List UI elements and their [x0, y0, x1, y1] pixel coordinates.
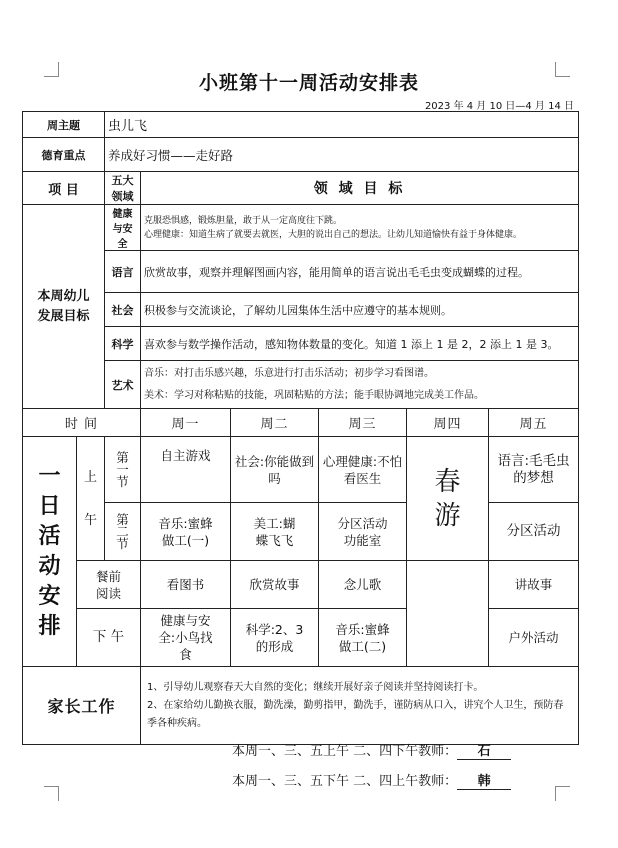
pm-label: 下 午 [77, 609, 141, 667]
reading-tue: 欣赏故事 [231, 561, 319, 609]
domain-language: 语言 [105, 251, 141, 293]
domain-health: 健康与安全 [105, 205, 141, 251]
crop-mark-bottom-left [44, 786, 59, 801]
goal-social: 积极参与交流谈论，了解幼儿园集体生活中应遵守的基本规则。 [141, 293, 579, 327]
goal-health-line2: 心理健康：知道生病了就要去就医，大胆的说出自己的想法。让幼儿知道愉快有益于身体健康。 [144, 229, 523, 240]
teacher-line-2-text: 本周一、三、五下午 二、四上午教师： [232, 774, 458, 789]
domain-arts: 艺术 [105, 361, 141, 409]
goal-health-line1: 克服恐惧感，锻炼胆量，敢于从一定高度往下跳。 [144, 215, 343, 226]
teacher-line-2 [232, 770, 511, 790]
teacher-name-1: 石 [457, 740, 511, 760]
day-thu: 周四 [407, 409, 489, 437]
goal-arts-music: 音乐：对打击乐感兴趣，乐意进行打击乐活动；初步学习看图谱。 [144, 367, 434, 379]
moral-value: 养成好习惯——走好路 [105, 138, 579, 172]
goal-language: 欣赏故事，观察并理解图画内容，能用简单的语言说出毛毛虫变成蝴蝶的过程。 [141, 251, 579, 293]
p2-mon: 音乐:蜜蜂做工(一) [141, 503, 231, 561]
period-1-label: 第一节 [105, 437, 141, 503]
thu-empty [407, 561, 489, 667]
day-fri: 周五 [489, 409, 579, 437]
reading-mon: 看图书 [141, 561, 231, 609]
dev-goals-label: 本周幼儿发展目标 [23, 205, 105, 409]
moral-label: 德育重点 [23, 138, 105, 172]
p2-fri: 分区活动 [489, 503, 579, 561]
p1-tue: 社会:你能做到吗 [231, 437, 319, 503]
header-domains: 五大领域 [105, 172, 141, 205]
goal-health [141, 205, 579, 251]
day-tue: 周二 [231, 409, 319, 437]
day-wed: 周三 [319, 409, 407, 437]
date-range: 2023 年 4 月 10 日—4 月 14 日 [424, 101, 574, 112]
theme-label: 周主题 [23, 112, 105, 138]
goal-arts [141, 361, 579, 409]
family-item-1: 1、引导幼儿观察春天大自然的变化；继续开展好亲子阅读并坚持阅读打卡。 [147, 681, 484, 693]
am-label-bottom: 午 [83, 512, 97, 528]
crop-mark-bottom-right [555, 786, 570, 801]
p1-mon: 自主游戏 [141, 437, 231, 503]
pm-mon: 健康与安全:小鸟找食 [141, 609, 231, 667]
time-header: 时 间 [23, 409, 141, 437]
page-title: 小班第十一周活动安排表 [198, 72, 419, 94]
family-item-2: 2、在家给幼儿勤换衣服，勤洗澡，勤剪指甲，勤洗手，谨防病从口入，讲究个人卫生，预防春季各种疾病。 [147, 699, 564, 729]
p1-fri: 语言:毛毛虫的梦想 [489, 437, 579, 503]
p2-tue: 美工:蝴蝶飞飞 [231, 503, 319, 561]
header-goals: 领 域 目 标 [141, 172, 579, 205]
pm-fri: 户外活动 [489, 609, 579, 667]
domain-science: 科学 [105, 327, 141, 361]
thu-spring-outing: 春游 [407, 437, 489, 561]
period-2-label: 第二节 [105, 503, 141, 561]
reading-fri: 讲故事 [489, 561, 579, 609]
reading-label: 餐前阅读 [77, 561, 141, 609]
pm-tue: 科学:2、3 的形成 [231, 609, 319, 667]
day-mon: 周一 [141, 409, 231, 437]
p2-wed: 分区活动功能室 [319, 503, 407, 561]
goal-science: 喜欢参与数学操作活动，感知物体数量的变化。知道 1 添上 1 是 2，2 添上 1 是 3。 [141, 327, 579, 361]
header-item: 项 目 [23, 172, 105, 205]
p1-wed: 心理健康:不怕看医生 [319, 437, 407, 503]
teacher-line-1 [232, 740, 511, 760]
am-label-top: 上 [83, 469, 97, 485]
teacher-line-1-text: 本周一、三、五上午 二、四下午教师： [232, 744, 458, 759]
daily-schedule-label: 一日活动安排 [23, 437, 77, 667]
family-work-label: 家长工作 [23, 667, 141, 745]
reading-wed: 念儿歌 [319, 561, 407, 609]
family-work-content [141, 667, 579, 745]
pm-wed: 音乐:蜜蜂做工(二) [319, 609, 407, 667]
schedule-table [22, 111, 579, 745]
theme-value: 虫儿飞 [105, 112, 579, 138]
goal-arts-craft: 美术：学习对称粘贴的技能，巩固粘贴的方法；能手眼协调地完成美工作品。 [144, 389, 484, 401]
teacher-name-2: 韩 [457, 770, 511, 790]
am-label [77, 437, 105, 561]
domain-social: 社会 [105, 293, 141, 327]
